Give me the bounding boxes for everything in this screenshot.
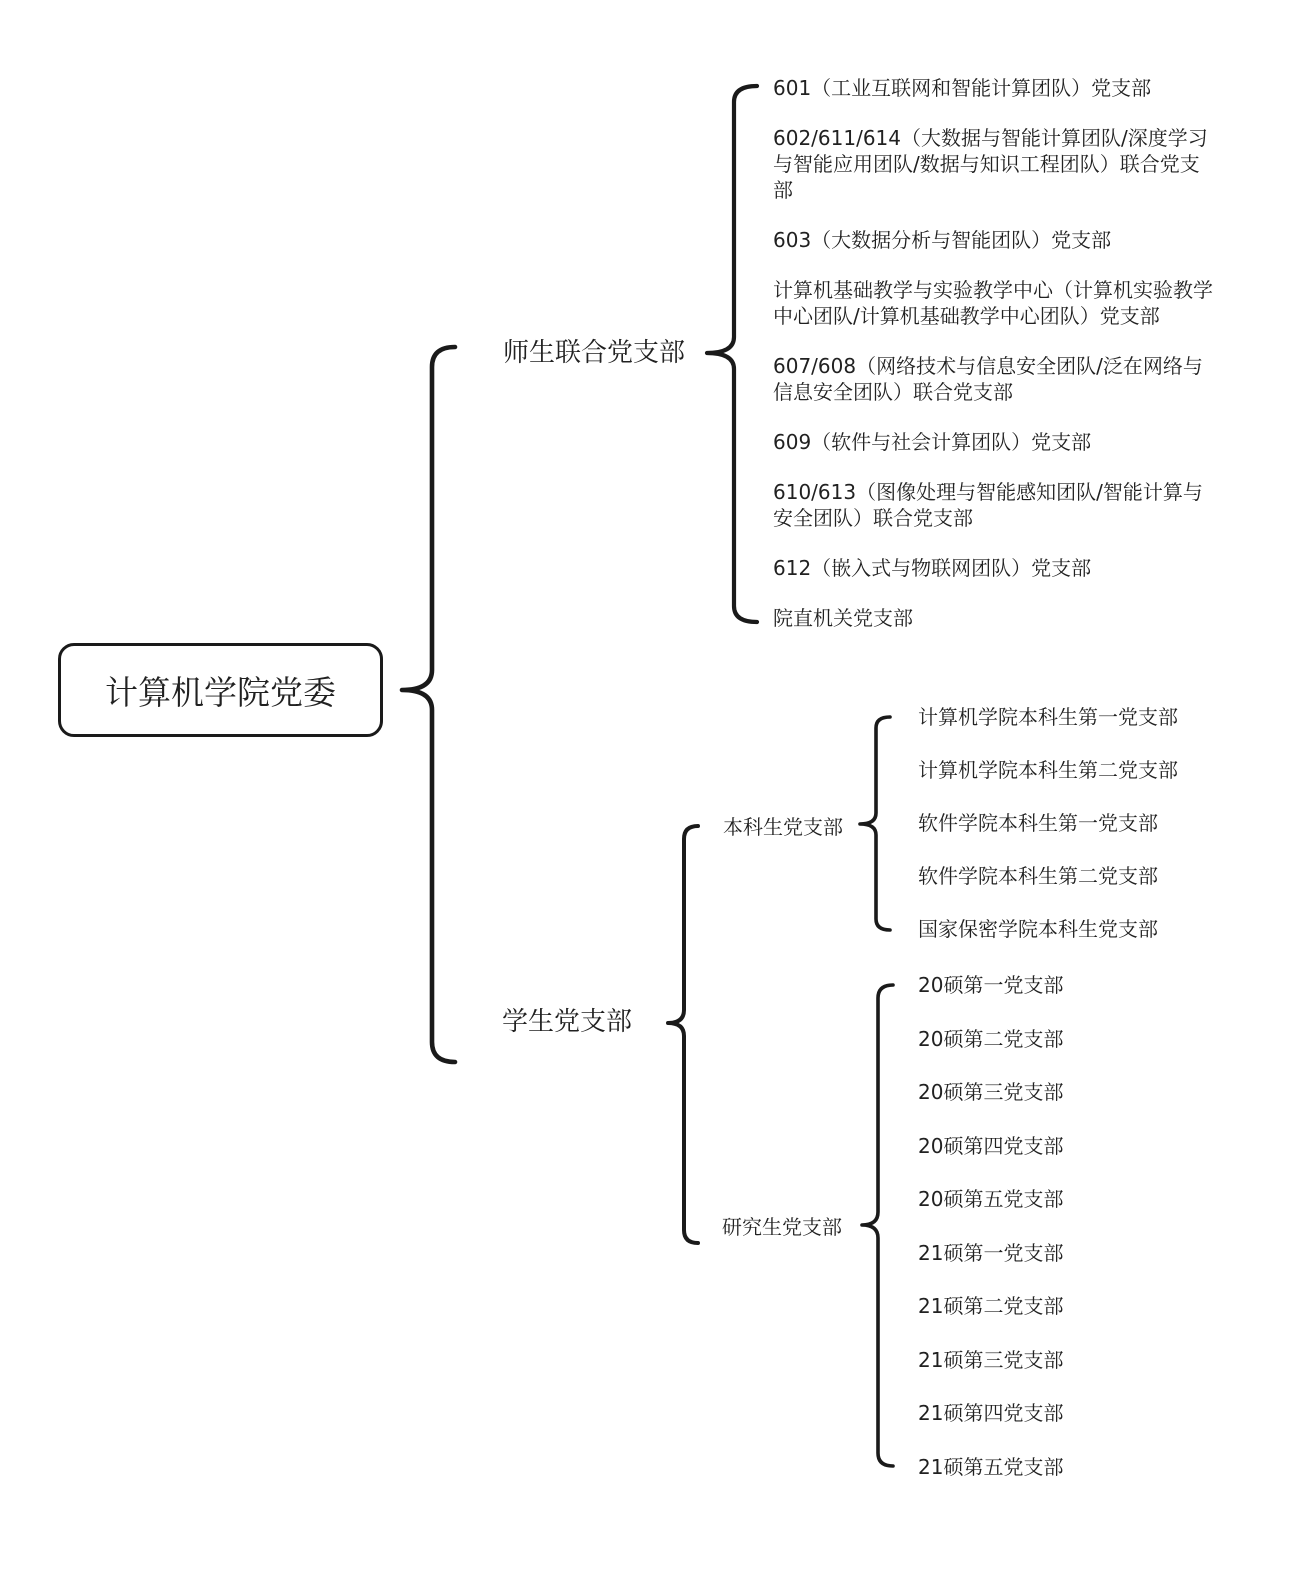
topic-leaf[interactable]: 609（软件与社会计算团队）党支部 xyxy=(773,430,1092,454)
branch-teacher-student-joint[interactable]: 师生联合党支部 xyxy=(503,338,686,368)
topic-leaf[interactable]: 国家保密学院本科生党支部 xyxy=(918,917,1158,941)
branch-graduate[interactable]: 研究生党支部 xyxy=(722,1215,842,1239)
brace-undergraduate-icon xyxy=(860,717,890,930)
topic-leaf[interactable]: 21硕第三党支部 xyxy=(918,1347,1064,1372)
brace-root-icon xyxy=(402,347,455,1062)
topic-leaf[interactable]: 602/611/614（大数据与智能计算团队/深度学习与智能应用团队/数据与知识工程团队）联合党支部 xyxy=(773,126,1208,202)
teacher-student-leaf-list xyxy=(773,75,1218,631)
topic-leaf[interactable]: 计算机学院本科生第一党支部 xyxy=(918,705,1178,729)
topic-leaf[interactable]: 21硕第二党支部 xyxy=(918,1294,1064,1318)
topic-leaf[interactable]: 20硕第二党支部 xyxy=(918,1026,1064,1051)
topic-leaf[interactable]: 计算机基础教学与实验教学中心（计算机实验教学中心团队/计算机基础教学中心团队）党支部 xyxy=(773,278,1213,328)
topic-leaf[interactable]: 21硕第五党支部 xyxy=(918,1454,1064,1479)
topic-leaf[interactable]: 20硕第一党支部 xyxy=(918,973,1064,997)
brace-teacher-student-icon xyxy=(707,86,757,622)
topic-leaf[interactable]: 软件学院本科生第一党支部 xyxy=(918,811,1158,835)
topic-leaf[interactable]: 603（大数据分析与智能团队）党支部 xyxy=(773,228,1112,252)
topic-leaf[interactable]: 院直机关党支部 xyxy=(773,606,913,630)
graduate-leaf-list xyxy=(918,972,1063,1480)
topic-leaf[interactable]: 607/608（网络技术与信息安全团队/泛在网络与信息安全团队）联合党支部 xyxy=(773,354,1203,404)
branch-student[interactable]: 学生党支部 xyxy=(502,1007,633,1037)
brace-student-icon xyxy=(668,826,698,1243)
topic-leaf[interactable]: 21硕第一党支部 xyxy=(918,1240,1064,1265)
topic-leaf[interactable]: 20硕第三党支部 xyxy=(918,1080,1064,1104)
topic-leaf[interactable]: 20硕第五党支部 xyxy=(918,1187,1064,1211)
topic-leaf[interactable]: 610/613（图像处理与智能感知团队/智能计算与安全团队）联合党支部 xyxy=(773,480,1203,530)
branch-undergraduate[interactable]: 本科生党支部 xyxy=(723,815,843,839)
topic-leaf[interactable]: 软件学院本科生第二党支部 xyxy=(918,864,1158,888)
topic-leaf[interactable]: 21硕第四党支部 xyxy=(918,1401,1064,1425)
brace-graduate-icon xyxy=(862,985,893,1466)
topic-leaf[interactable]: 计算机学院本科生第二党支部 xyxy=(918,758,1178,782)
undergraduate-leaf-list xyxy=(918,704,1178,942)
topic-leaf[interactable]: 20硕第四党支部 xyxy=(918,1133,1064,1158)
root-node-label: 计算机学院党委 xyxy=(105,672,336,712)
topic-leaf[interactable]: 612（嵌入式与物联网团队）党支部 xyxy=(773,556,1092,580)
topic-leaf[interactable]: 601（工业互联网和智能计算团队）党支部 xyxy=(773,76,1152,100)
root-node[interactable] xyxy=(58,643,383,737)
